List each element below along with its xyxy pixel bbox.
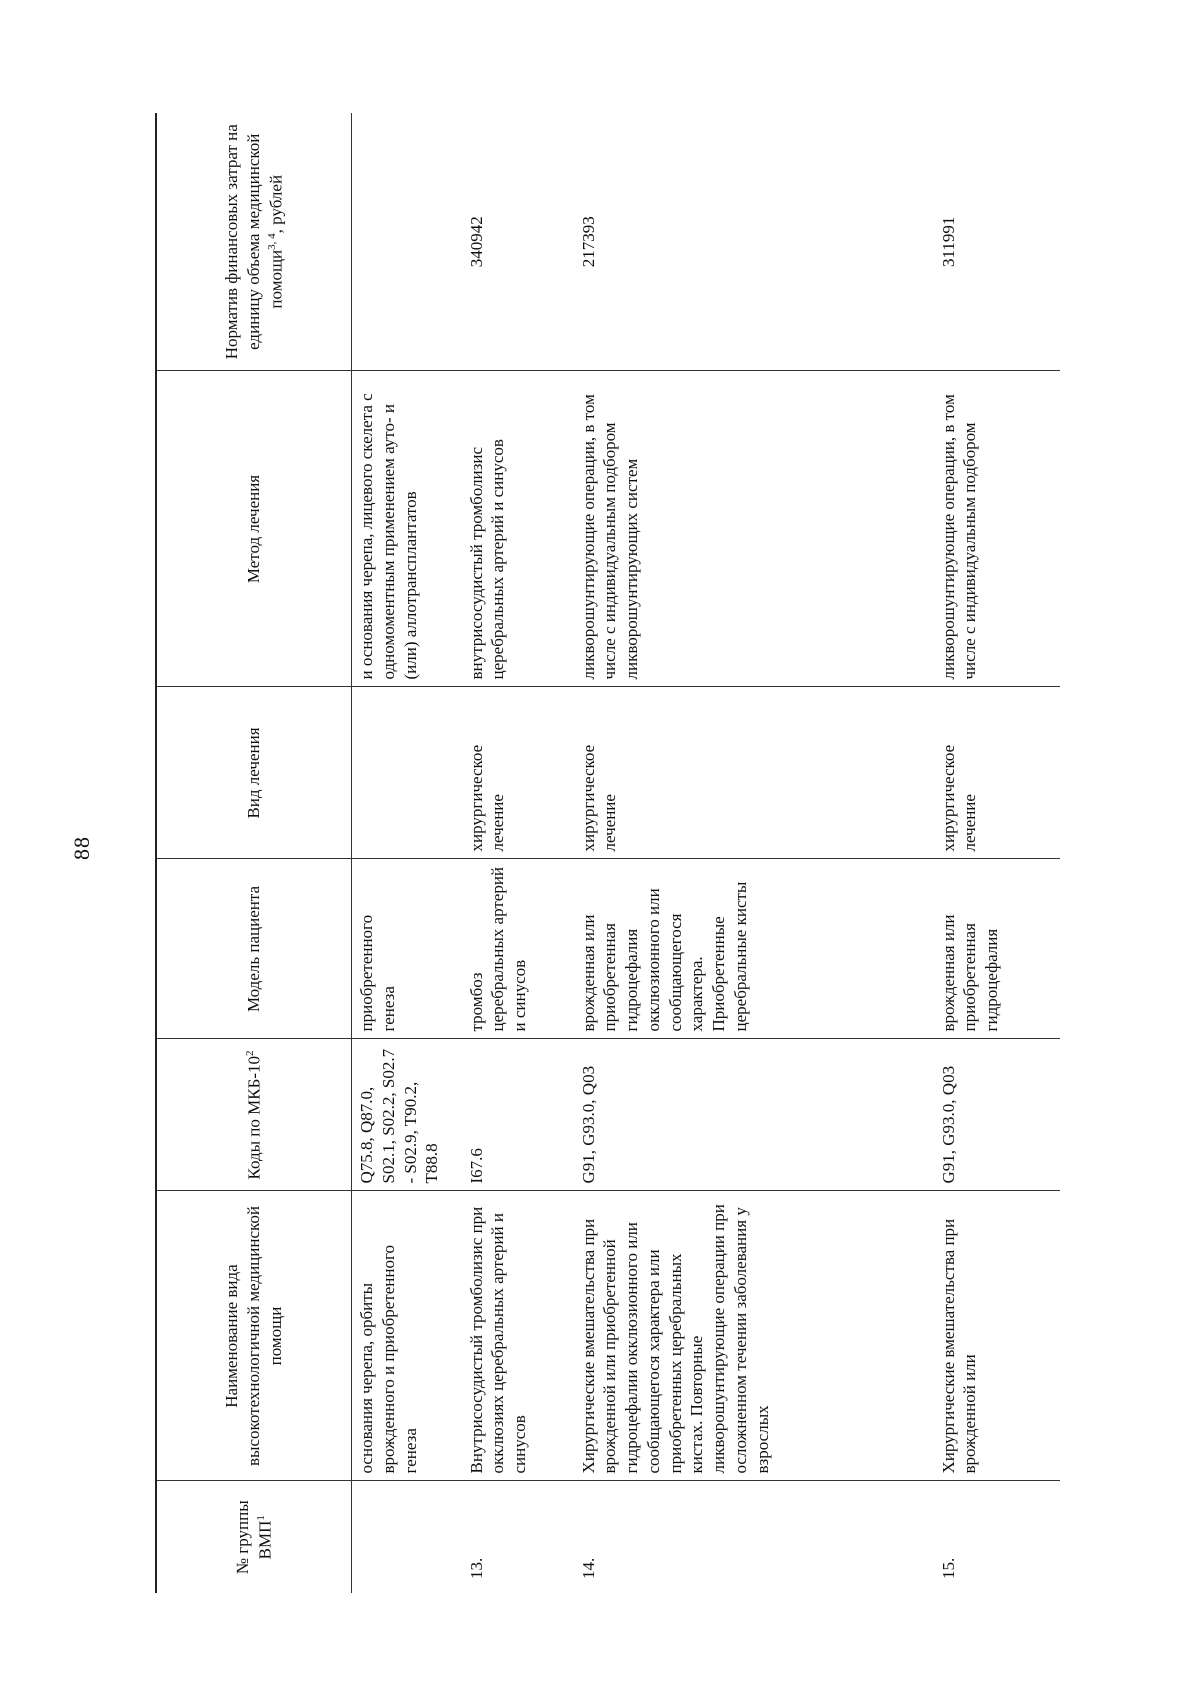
cell-group-number: [352, 1481, 462, 1593]
table-row: [934, 113, 1061, 1593]
table-row: [352, 113, 462, 1593]
cell-patient-model: врожденная или приобретенная гидроцефалия окклюзионного или сообщающегося характера. Приобретенные церебральные кисты: [574, 859, 934, 1039]
header-patient-model: Модель пациента: [156, 859, 352, 1039]
cell-treatment-type: хирургическое лечение: [934, 687, 1061, 859]
cell-patient-model: тромбоз церебральных артерий и синусов: [462, 859, 574, 1039]
header-cost-norm: Норматив финансовых затрат на единицу объема медицинской помощи$^{3, 4}$, рублей: [156, 113, 352, 371]
cell-treatment-method: ликворошунтирующие операции, в том числе с индивидуальным подбором ликворошунтирующих систем: [574, 371, 934, 687]
cell-group-number: 15.: [938, 1557, 958, 1579]
header-care-name: Наименование вида высокотехнологичной медицинской помощи: [156, 1191, 352, 1481]
rotated-table-sheet: [155, 113, 1060, 1593]
header-treatment-method: Метод лечения: [156, 371, 352, 687]
cell-treatment-method: ликворошунтирующие операции, в том числе с индивидуальным подбором: [934, 371, 1061, 687]
cell-cost: 311991: [934, 113, 1061, 371]
cell-icd-codes: G91, G93.0, Q03: [574, 1039, 934, 1191]
table-row: [574, 113, 934, 1593]
cell-patient-model: врожденная или приобретенная гидроцефалия: [934, 859, 1061, 1039]
header-treatment-type: Вид лечения: [156, 687, 352, 859]
header-group-number: № группы ВМП$^1$: [232, 1500, 275, 1575]
vmp-table: [155, 113, 1060, 1593]
cell-treatment-method: внутрисосудистый тромболизис церебральных артерий и синусов: [462, 371, 574, 687]
table-header-row: [156, 113, 352, 1593]
cell-icd-codes: Q75.8, Q87.0, S02.1, S02.2, S02.7 - S02.9, T90.2, T88.8: [352, 1039, 462, 1191]
cell-icd-codes: I67.6: [462, 1039, 574, 1191]
cell-group-number: 13.: [466, 1557, 486, 1579]
cell-care-name: Хирургические вмешательства при врожденной или приобретенной гидроцефалии окклюзионного или сообщающегося характера или приобретенных церебральных кистах. Повторные ликворошунтирующие операции при осложненном течении заболевания у взрослых: [574, 1191, 934, 1481]
cell-patient-model: приобретенного генеза: [352, 859, 462, 1039]
cell-icd-codes: G91, G93.0, Q03: [934, 1039, 1061, 1191]
cell-care-name: Внутрисосудистый тромболизис при окклюзиях церебральных артерий и синусов: [462, 1191, 574, 1481]
cell-treatment-type: хирургическое лечение: [462, 687, 574, 859]
cell-treatment-type: хирургическое лечение: [574, 687, 934, 859]
cell-cost: 217393: [574, 113, 934, 371]
cell-care-name: основания черепа, орбиты врожденного и приобретенного генеза: [352, 1191, 462, 1481]
cell-cost: 340942: [462, 113, 574, 371]
cell-group-number: 14.: [578, 1557, 598, 1579]
table-row: [462, 113, 574, 1593]
header-icd-codes: Коды по МКБ-$10^2$: [156, 1039, 352, 1191]
cell-treatment-type: [352, 687, 462, 859]
cell-care-name: Хирургические вмешательства при врожденной или: [934, 1191, 1061, 1481]
cell-treatment-method: и основания черепа, лицевого скелета с одномоментным применением ауто- и (или) аллотрансплантатов: [352, 371, 462, 687]
page-number: 88: [69, 836, 94, 860]
cell-cost: [352, 113, 462, 371]
